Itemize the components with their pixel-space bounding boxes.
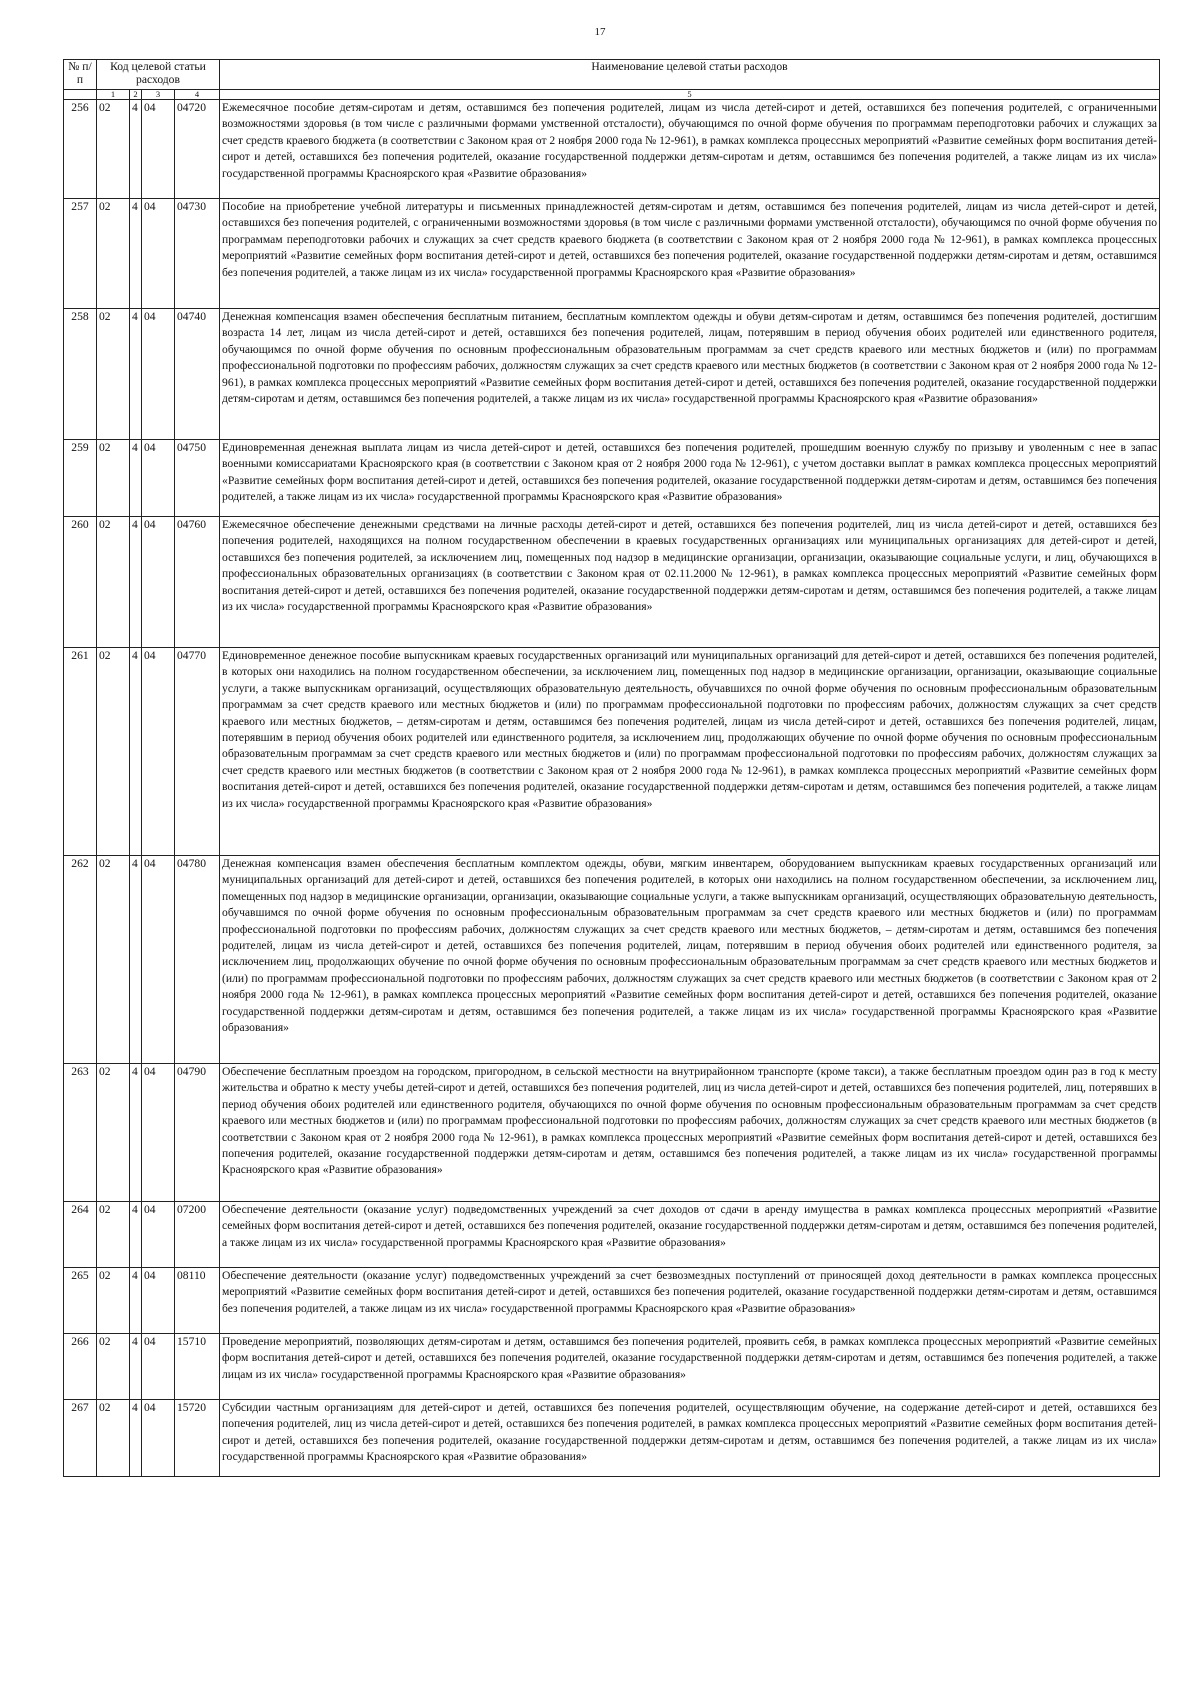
code-subprogram: 4 [130, 517, 142, 648]
code-complex: 04 [142, 856, 175, 1064]
code-subprogram: 4 [130, 1400, 142, 1477]
row-number: 257 [64, 199, 97, 309]
code-complex: 04 [142, 440, 175, 517]
code-complex: 04 [142, 100, 175, 199]
code-complex: 04 [142, 1400, 175, 1477]
row-name: Ежемесячное пособие детям-сиротам и детям, оставшимся без попечения родителей, лицам из числа детей-сирот и детей, оставшихся без попечения родителей, с ограниченными возможностями здоровья (в том числе с различными формами умственной отсталости), обучающимся по очной форме обучения по программам переподготовки рабочих и служащих за счет средств краевого бюджета (в соответствии с Законом края от 2 ноября 2000 года № 12-961), в рамках комплекса процессных мероприятий «Развитие семейных форм воспитания детей-сирот и детей, оставшихся без попечения родителей, оказание государственной поддержки детям-сиротам и детям, оставшимся без попечения родителей, а также лицам из их числа» государственной программы Красноярского края «Развитие образования» [220, 100, 1160, 199]
row-number: 259 [64, 440, 97, 517]
code-direction: 04740 [175, 309, 220, 440]
row-name: Ежемесячное обеспечение денежными средствами на личные расходы детей-сирот и детей, оставшихся без попечения родителей, лиц из числа детей-сирот и детей, оставшихся без попечения родителей, находящихся на полном государственном обеспечении в краевых государственных организациях или муниципальных организациях для детей-сирот и детей, оставшихся без попечения родителей, за исключением лиц, помещенных под надзор в медицинские организации, организации, оказывающие социальные услуги, и лиц, обучающихся в профессиональных образовательных организациях (в соответствии с Законом края от 02.11.2000 № 12-961), в рамках комплекса процессных мероприятий «Развитие семейных форм воспитания детей-сирот и детей, оставшихся без попечения родителей, оказание государственной поддержки детям-сиротам и детям, оставшимся без попечения родителей, а также лицам из их числа» государственной программы Красноярского края «Развитие образования» [220, 517, 1160, 648]
code-direction: 04770 [175, 648, 220, 856]
table-row [64, 440, 1160, 517]
code-subprogram: 4 [130, 648, 142, 856]
header-name: Наименование целевой статьи расходов [220, 60, 1160, 90]
column-number-row [64, 90, 1160, 100]
row-name: Обеспечение бесплатным проездом на городском, пригородном, в сельской местности на внутрирайонном транспорте (кроме такси), а также бесплатным проездом один раз в год к месту жительства и обратно к месту учебы детей-сирот и детей, оставшихся без попечения родителей, лиц из числа детей-сирот и детей, оставшихся без попечения родителей, лиц, потерявших в период обучения обоих родителей или единственного родителя, обучающихся по очной форме обучения по основным профессиональным образовательным программам за счет средств краевого или местных бюджетов и (или) по программам профессиональной подготовки по профессиям рабочих, должностям служащих за счет средств краевого или местных бюджетов (в соответствии с Законом края от 2 ноября 2000 года № 12-961), в рамках комплекса процессных мероприятий «Развитие семейных форм воспитания детей-сирот и детей, оставшихся без попечения родителей, оказание государственной поддержки детям-сиротам и детям, оставшимся без попечения родителей, а также лицам из их числа» государственной программы Красноярского края «Развитие образования» [220, 1064, 1160, 1202]
code-direction: 15710 [175, 1334, 220, 1400]
code-program: 02 [97, 1202, 130, 1268]
table-row [64, 1268, 1160, 1334]
row-name: Денежная компенсация взамен обеспечения бесплатным комплектом одежды, обуви, мягким инвентарем, оборудованием выпускникам краевых государственных организаций или муниципальных организаций для детей-сирот и детей, оставшихся без попечения родителей, в которых они находились на полном государственном обеспечении, за исключением лиц, помещенных под надзор в медицинские организации, организации, оказывающие социальные услуги, а также выпускникам организаций, осуществляющих образовательную деятельность, обучавшимся по очной форме обучения по основным профессиональным образовательным программам за счет средств краевого или местных бюджетов и (или) по программам профессиональной подготовки по профессиям рабочих, должностям служащих за счет средств краевого или местных бюджетов, – детям-сиротам и детям, оставшимся без попечения родителей, лицам из числа детей-сирот и детей, оставшихся без попечения родителей, лицам, потерявшим в период обучения обоих родителей или единственного родителя, за исключением лиц, продолжающих обучение по очной форме обучения по основным профессиональным образовательным программам за счет средств краевого или местных бюджетов и (или) по программам профессиональной подготовки по профессиям рабочих, должностям служащих за счет средств краевого или местных бюджетов (в соответствии с Законом края от 2 ноября 2000 года № 12-961), в рамках комплекса процессных мероприятий «Развитие семейных форм воспитания детей-сирот и детей, оставшихся без попечения родителей, оказание государственной поддержки детям-сиротам и детям, оставшимся без попечения родителей, а также лицам из их числа» государственной программы Красноярского края «Развитие образования» [220, 856, 1160, 1064]
code-program: 02 [97, 199, 130, 309]
table-row [64, 1400, 1160, 1477]
code-direction: 04780 [175, 856, 220, 1064]
code-program: 02 [97, 517, 130, 648]
column-number [64, 90, 97, 100]
code-program: 02 [97, 100, 130, 199]
code-complex: 04 [142, 309, 175, 440]
code-direction: 04730 [175, 199, 220, 309]
code-subprogram: 4 [130, 1202, 142, 1268]
header-num: № п/п [64, 60, 97, 90]
code-subprogram: 4 [130, 1334, 142, 1400]
row-name: Обеспечение деятельности (оказание услуг) подведомственных учреждений за счет безвозмездных поступлений от приносящей доход деятельности в рамках комплекса процессных мероприятий «Развитие семейных форм воспитания детей-сирот и детей, оставшихся без попечения родителей, оказание государственной поддержки детям-сиротам и детям, оставшимся без попечения родителей, а также лицам из их числа» государственной программы Красноярского края «Развитие образования» [220, 1268, 1160, 1334]
code-complex: 04 [142, 199, 175, 309]
row-number: 263 [64, 1064, 97, 1202]
code-subprogram: 4 [130, 309, 142, 440]
code-program: 02 [97, 309, 130, 440]
code-program: 02 [97, 1064, 130, 1202]
code-direction: 04750 [175, 440, 220, 517]
table-row [64, 309, 1160, 440]
row-number: 267 [64, 1400, 97, 1477]
code-complex: 04 [142, 648, 175, 856]
row-number: 264 [64, 1202, 97, 1268]
table-header-row [64, 60, 1160, 90]
row-number: 256 [64, 100, 97, 199]
code-program: 02 [97, 648, 130, 856]
code-direction: 07200 [175, 1202, 220, 1268]
code-subprogram: 4 [130, 100, 142, 199]
table-row [64, 100, 1160, 199]
row-number: 258 [64, 309, 97, 440]
code-program: 02 [97, 440, 130, 517]
column-number: 1 [97, 90, 130, 100]
page-number: 17 [594, 26, 606, 38]
column-number: 2 [130, 90, 142, 100]
code-subprogram: 4 [130, 440, 142, 517]
table-row [64, 1202, 1160, 1268]
row-number: 260 [64, 517, 97, 648]
column-number: 4 [175, 90, 220, 100]
code-program: 02 [97, 1400, 130, 1477]
table-row [64, 199, 1160, 309]
row-number: 265 [64, 1268, 97, 1334]
code-direction: 04760 [175, 517, 220, 648]
code-program: 02 [97, 1334, 130, 1400]
row-name: Проведение мероприятий, позволяющих детям-сиротам и детям, оставшимся без попечения родителей, проявить себя, в рамках комплекса процессных мероприятий «Развитие семейных форм воспитания детей-сирот и детей, оставшихся без попечения родителей, оказание государственной поддержки детям-сиротам и детям, оставшимся без попечения родителей, а также лицам из их числа» государственной программы Красноярского края «Развитие образования» [220, 1334, 1160, 1400]
code-program: 02 [97, 856, 130, 1064]
table-row [64, 1334, 1160, 1400]
code-direction: 04720 [175, 100, 220, 199]
row-name: Единовременное денежное пособие выпускникам краевых государственных организаций или муниципальных организаций для детей-сирот и детей, оставшихся без попечения родителей, в которых они находились на полном государственном обеспечении, за исключением лиц, помещенных под надзор в медицинские организации, организации, оказывающие социальные услуги, а также выпускникам организаций, осуществляющих образовательную деятельность, обучавшихся по очной форме обучения по основным профессиональным образовательным программам за счет средств краевого или местных бюджетов и (или) по программам профессиональной подготовки по профессиям рабочих, должностям служащих за счет средств краевого или местных бюджетов, – детям-сиротам и детям, оставшимся без попечения родителей, лицам из числа детей-сирот и детей, оставшихся без попечения родителей, лицам, потерявшим в период обучения обоих родителей или единственного родителя, за исключением лиц, продолжающих обучение по очной форме обучения по основным профессиональным образовательным программам за счет средств краевого или местных бюджетов и (или) по программам профессиональной подготовки по профессиям рабочих, должностям служащих за счет средств краевого или местных бюджетов (в соответствии с Законом края от 2 ноября 2000 года № 12-961), в рамках комплекса процессных мероприятий «Развитие семейных форм воспитания детей-сирот и детей, оставшихся без попечения родителей, оказание государственной поддержки детям-сиротам и детям, оставшимся без попечения родителей, а также лицам из их числа» государственной программы Красноярского края «Развитие образования» [220, 648, 1160, 856]
code-direction: 15720 [175, 1400, 220, 1477]
code-complex: 04 [142, 1268, 175, 1334]
row-name: Субсидии частным организациям для детей-сирот и детей, оставшихся без попечения родителей, осуществляющим обучение, на содержание детей-сирот и детей, оставшихся без попечения родителей, лиц из числа детей-сирот и детей, оставшихся без попечения родителей, в рамках комплекса процессных мероприятий «Развитие семейных форм воспитания детей-сирот и детей, оставшихся без попечения родителей, оказание государственной поддержки детям-сиротам и детям, оставшимся без попечения родителей, а также лицам из их числа» государственной программы Красноярского края «Развитие образования» [220, 1400, 1160, 1477]
column-number: 5 [220, 90, 1160, 100]
code-complex: 04 [142, 1064, 175, 1202]
row-name: Пособие на приобретение учебной литературы и письменных принадлежностей детям-сиротам и детям, оставшимся без попечения родителей, лицам из числа детей-сирот и детей, оставшихся без попечения родителей, с ограниченными возможностями здоровья (в том числе с различными формами умственной отсталости), обучающимся по очной форме обучения по программам переподготовки рабочих и служащих за счет средств краевого бюджета (в соответствии с Законом края от 2 ноября 2000 года № 12-961), в рамках комплекса процессных мероприятий «Развитие семейных форм воспитания детей-сирот и детей, оставшихся без попечения родителей, оказание государственной поддержки детям-сиротам и детям, оставшимся без попечения родителей, а также лицам из их числа» государственной программы Красноярского края «Развитие образования» [220, 199, 1160, 309]
row-name: Единовременная денежная выплата лицам из числа детей-сирот и детей, оставшихся без попечения родителей, прошедшим военную службу по призыву и уволенным с нее в запас военными комиссариатами Красноярского края (в соответствии с Законом края от 2 ноября 2000 года № 12-961), с учетом доставки выплат в рамках комплекса процессных мероприятий «Развитие семейных форм воспитания детей-сирот и детей, оставшихся без попечения родителей, оказание государственной поддержки детям-сиротам и детям, оставшимся без попечения родителей, а также лицам из их числа» государственной программы Красноярского края «Развитие образования» [220, 440, 1160, 517]
code-complex: 04 [142, 1202, 175, 1268]
header-code: Код целевой статьи расходов [97, 60, 220, 90]
target-articles-table [63, 59, 1160, 1477]
code-direction: 08110 [175, 1268, 220, 1334]
table-row [64, 1064, 1160, 1202]
code-program: 02 [97, 1268, 130, 1334]
code-subprogram: 4 [130, 199, 142, 309]
code-subprogram: 4 [130, 1268, 142, 1334]
row-number: 261 [64, 648, 97, 856]
row-name: Обеспечение деятельности (оказание услуг) подведомственных учреждений за счет доходов от сдачи в аренду имущества в рамках комплекса процессных мероприятий «Развитие семейных форм воспитания детей-сирот и детей, оставшихся без попечения родителей, оказание государственной поддержки детям-сиротам и детям, оставшимся без попечения родителей, а также лицам из их числа» государственной программы Красноярского края «Развитие образования» [220, 1202, 1160, 1268]
table-row [64, 517, 1160, 648]
code-subprogram: 4 [130, 1064, 142, 1202]
code-direction: 04790 [175, 1064, 220, 1202]
row-number: 262 [64, 856, 97, 1064]
column-number: 3 [142, 90, 175, 100]
row-name: Денежная компенсация взамен обеспечения бесплатным питанием, бесплатным комплектом одежды и обуви детям-сиротам и детям, оставшимся без попечения родителей, достигшим возраста 14 лет, лицам из числа детей-сирот и детей, оставшихся без попечения родителей, лицам, потерявшим в период обучения обоих родителей или единственного родителя, обучающимся по очной форме обучения по основным профессиональным образовательным программам за счет средств краевого или местных бюджетов и (или) по программам профессиональной подготовки по профессиям рабочих, должностям служащих за счет средств краевого или местных бюджетов (в соответствии с Законом края от 2 ноября 2000 года № 12-961), в рамках комплекса процессных мероприятий «Развитие семейных форм воспитания детей-сирот и детей, оставшихся без попечения родителей, оказание государственной поддержки детям-сиротам и детям, оставшимся без попечения родителей, а также лицам из их числа» государственной программы Красноярского края «Развитие образования» [220, 309, 1160, 440]
row-number: 266 [64, 1334, 97, 1400]
code-complex: 04 [142, 1334, 175, 1400]
table-row [64, 856, 1160, 1064]
code-complex: 04 [142, 517, 175, 648]
code-subprogram: 4 [130, 856, 142, 1064]
table-row [64, 648, 1160, 856]
